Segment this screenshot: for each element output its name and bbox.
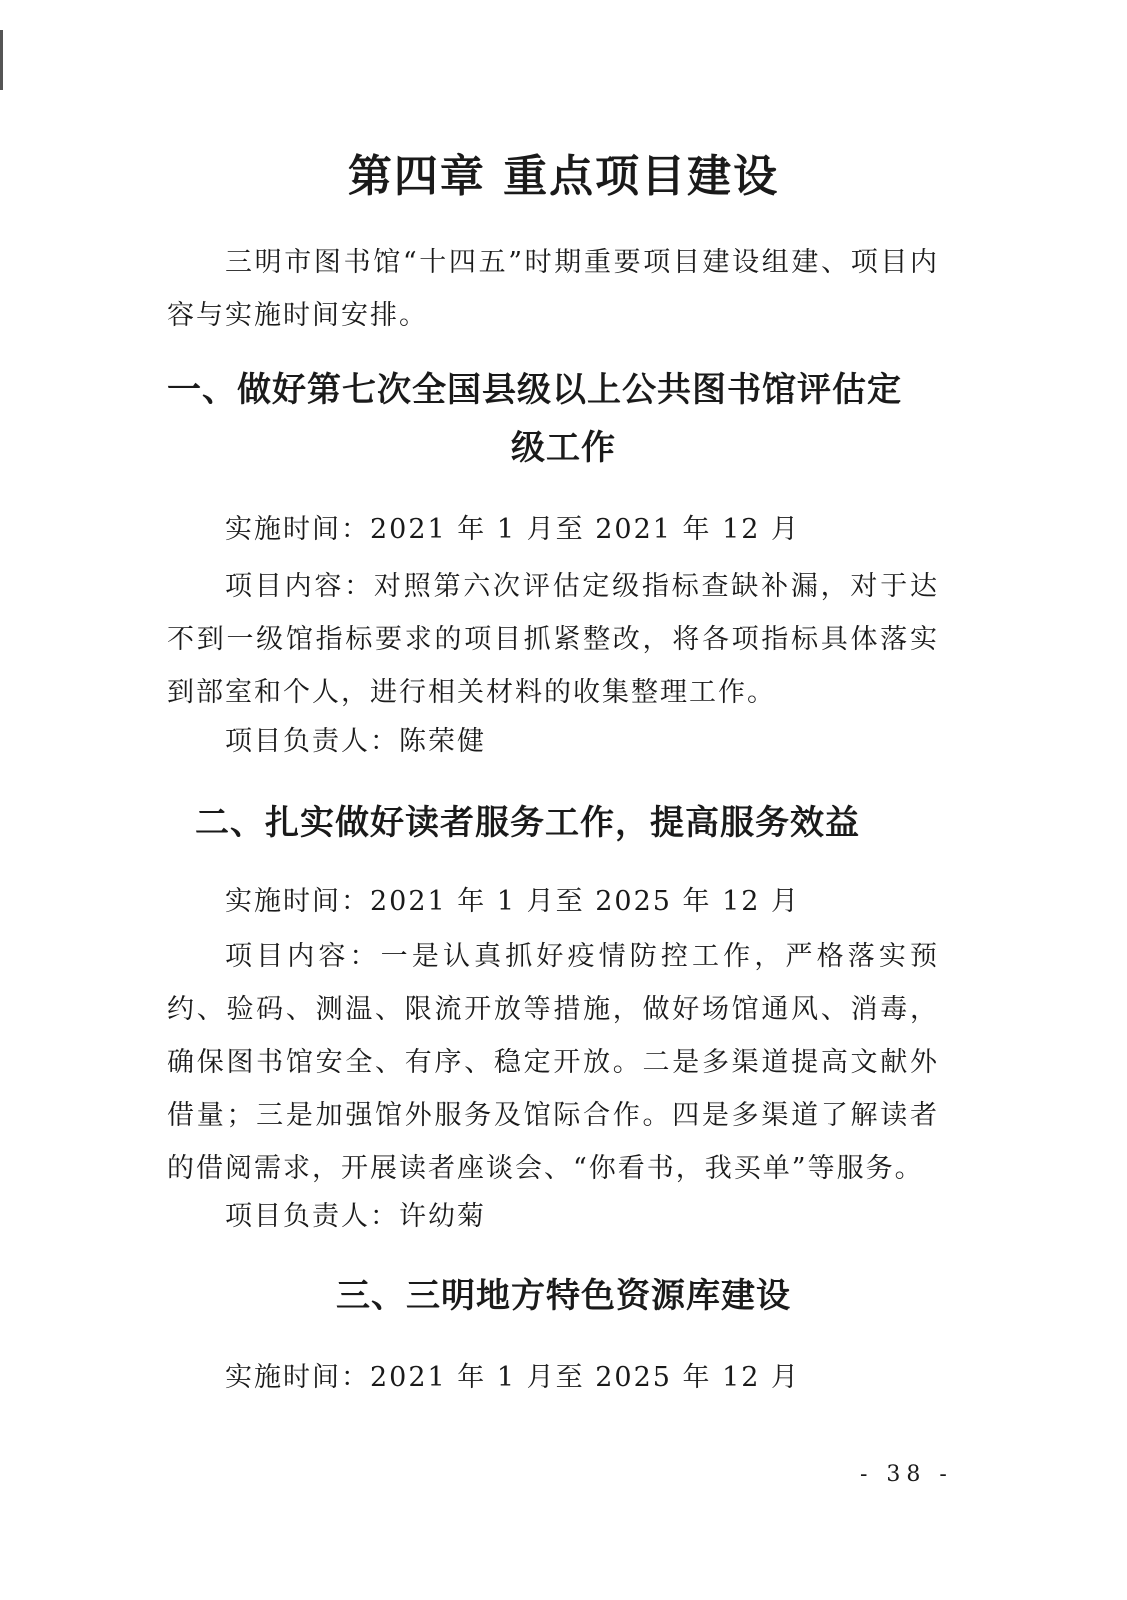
section-1-owner: 项目负责人：陈荣健 [225, 726, 486, 757]
section-2-time: 实施时间：2021 年 1 月至 2025 年 12 月 [225, 886, 801, 917]
section-1-content: 项目内容：对照第六次评估定级指标查缺补漏，对于达不到一级馆指标要求的项目抓紧整改，将各项指标具体落实到部室和个人，进行相关材料的收集整理工作。 [167, 571, 939, 708]
section-2-content: 项目内容：一是认真抓好疫情防控工作，严格落实预约、验码、测温、限流开放等措施，做好场馆通风、消毒，确保图书馆安全、有序、稳定开放。二是多渠道提高文献外借量；三是加强馆外服务及馆际合作。四是多渠道了解读者的借阅需求，开展读者座谈会、“你看书，我买单”等服务。 [167, 941, 939, 1184]
section-1-heading-line2: 级工作 [511, 428, 616, 468]
section-1-heading-line1: 一、做好第七次全国县级以上公共图书馆评估定 [167, 370, 902, 410]
chapter-title: 第四章 重点项目建设 [347, 151, 780, 202]
page-number: - 38 - [860, 1462, 953, 1487]
scan-edge-mark [0, 30, 3, 90]
section-3-heading: 三、三明地方特色资源库建设 [336, 1276, 791, 1316]
section-2-heading: 二、扎实做好读者服务工作，提高服务效益 [195, 803, 860, 843]
section-3-time: 实施时间：2021 年 1 月至 2025 年 12 月 [225, 1362, 801, 1393]
section-2-owner: 项目负责人：许幼菊 [225, 1201, 486, 1232]
section-1-time: 实施时间：2021 年 1 月至 2021 年 12 月 [225, 514, 801, 545]
intro-paragraph: 三明市图书馆“十四五”时期重要项目建设组建、项目内容与实施时间安排。 [167, 247, 939, 331]
